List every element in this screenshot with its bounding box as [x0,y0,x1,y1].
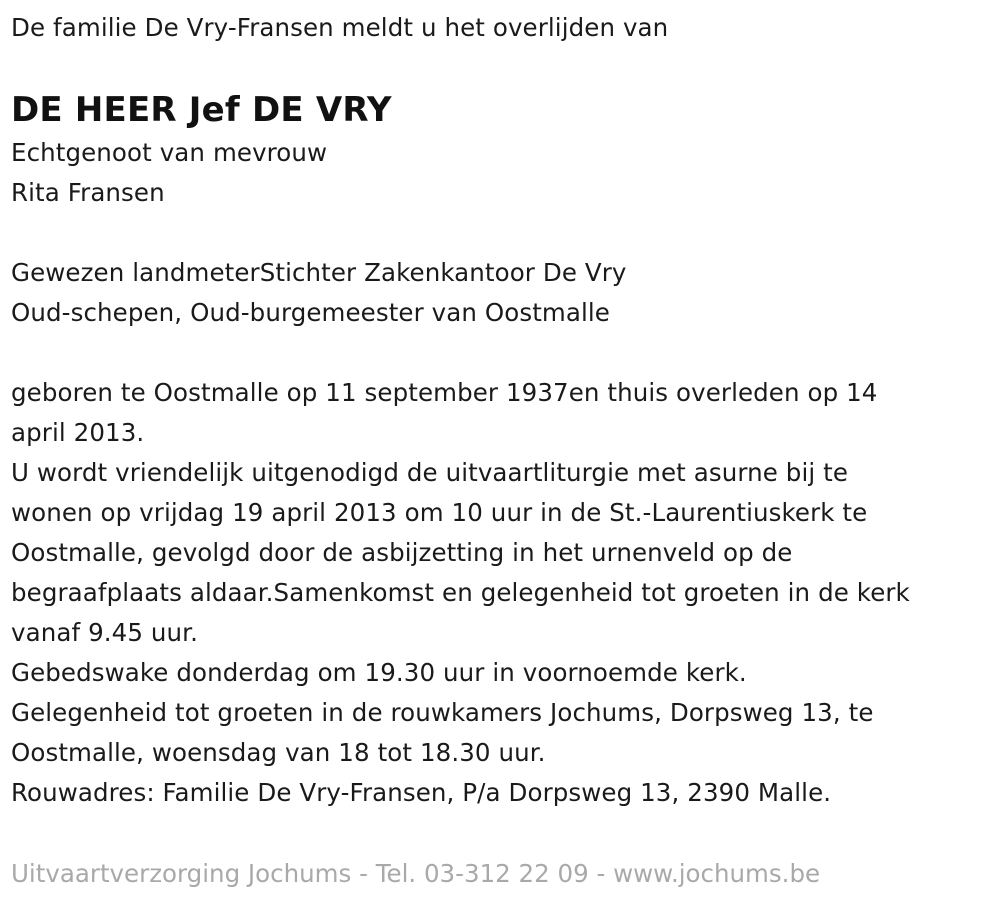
titles-line-2: Oud-schepen, Oud-burgemeester van Oostmalle [11,298,610,327]
body-line: geboren te Oostmalle op 11 september 1937en thuis overleden op 14 [11,378,878,407]
funeral-home-footer: Uitvaartverzorging Jochums - Tel. 03-312 22 09 - www.jochums.be [11,859,821,888]
spacer [11,213,1000,253]
titles-line-1: Gewezen landmeterStichter Zakenkantoor De Vry [11,258,627,287]
spouse-line-2: Rita Fransen [11,178,165,207]
spacer [11,333,1000,373]
body-line: Oostmalle, gevolgd door de asbijzetting in het urnenveld op de [11,538,793,567]
body-line: begraafplaats aldaar.Samenkomst en gelegenheid tot groeten in de kerk [11,578,910,607]
intro-text: De familie De Vry-Fransen meldt u het overlijden van [11,13,669,42]
mourning-address: Rouwadres: Familie De Vry-Fransen, P/a Dorpsweg 13, 2390 Malle. [11,778,832,807]
deceased-name: DE HEER Jef DE VRY [11,90,392,130]
body-line: vanaf 9.45 uur. [11,618,198,647]
body-line: Oostmalle, woensdag van 18 tot 18.30 uur. [11,738,546,767]
spouse-line-1: Echtgenoot van mevrouw [11,138,328,167]
body-line: april 2013. [11,418,145,447]
body-line: Gelegenheid tot groeten in de rouwkamers Jochums, Dorpsweg 13, te [11,698,874,727]
body-line: Gebedswake donderdag om 19.30 uur in voornoemde kerk. [11,658,747,687]
funeral-details [11,373,1000,813]
body-line: U wordt vriendelijk uitgenodigd de uitvaartliturgie met asurne bij te [11,458,849,487]
body-line: wonen op vrijdag 19 april 2013 om 10 uur in de St.-Laurentiuskerk te [11,498,868,527]
